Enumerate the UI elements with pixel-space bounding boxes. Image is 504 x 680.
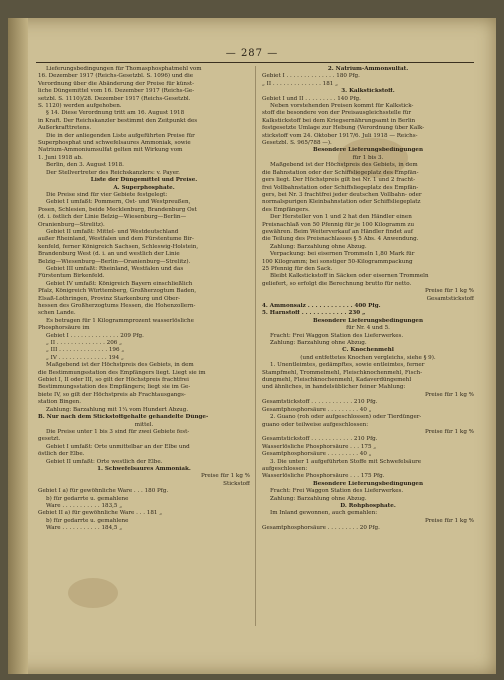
text-line: Elsaß-Lothringen, Provinz Starkenburg und Ober- (38, 295, 181, 302)
text-line: Der Hersteller von 1 und 2 hat den Händler einen (270, 214, 412, 221)
column-separator (255, 66, 256, 626)
text-line: Kalkstickstoff bei dem Kriegsernährungsamt in Berlin (262, 117, 416, 124)
text-line: Gesamtstickstoff . . . . . . . . . . . . 210 Pfg. (262, 399, 378, 406)
text-line: für 1 bis 3. (352, 154, 384, 161)
text-line: S. 1120) werden aufgehoben. (38, 103, 122, 110)
text-line: Oranienburg—Strelitz). (38, 221, 105, 228)
text-line: (d. i. östlich der Linie Belzig—Wiesenburg—Berlin— (38, 214, 187, 221)
text-line: „ III . . . . . . . . . . . . . . 196 „ (46, 347, 125, 354)
text-line: außer Rheinland, Westfalen und dem Fürstentume Bir- (38, 236, 194, 243)
text-line: Posen, Schlesien, beide Mecklenburg, Brandenburg Ost (38, 206, 197, 213)
text-line: Neben vorstehenden Preisen kommt für Kalkstick- (270, 103, 414, 110)
text-line: Preise für 1 kg % (424, 391, 474, 398)
text-line: Stickstoff (223, 480, 250, 487)
text-line: Brandenburg West (d. i. an und westlich der Linie (38, 251, 180, 258)
right-column (262, 66, 474, 533)
document-page (8, 18, 496, 674)
text-line: Gebiet I und II . . . . . . . . . 140 Pfg. (262, 95, 361, 102)
text-line: Stampfmehl, Trommelmehl, Fleischknochenmehl, Fisch- (262, 369, 423, 376)
text-line: Preise für 1 kg % (424, 428, 474, 435)
text-line: Fracht: Frei Waggon Station des Lieferwerkes. (270, 488, 404, 495)
text-line: des Empfängers. (262, 206, 310, 213)
text-line: Gebiet II a) für gewöhnliche Ware . . . 181 „ (38, 510, 163, 517)
text-line: Die Preise unter 1 bis 3 sind für zwei Gebiete fest- (46, 428, 190, 435)
text-line: Gesamtstickstoff (426, 295, 474, 302)
text-line: guano oder teilweise aufgeschlossen: (262, 421, 369, 428)
text-line: Pfalz, Königreich Württemberg, Großherzogtum Baden, (38, 288, 197, 295)
text-line: Gesetzbl. S. 965/788 —). (262, 140, 332, 147)
paper-stain (68, 578, 118, 608)
text-line: Die in der anliegenden Liste aufgeführten Preise für (46, 132, 195, 139)
text-line: Gebiet I umfaßt: Orte unmittelbar an der Elbe und (46, 443, 190, 450)
text-line: Berlin, den 3. August 1918. (46, 162, 124, 169)
text-line: östlich der Elbe. (38, 451, 85, 458)
text-line: Preisnachlaß von 50 Pfennig für je 100 Kilogramm zu (262, 221, 415, 228)
text-line: 4. Ammonsalz . . . . . . . . . . . . 400 Pfg. (262, 303, 381, 309)
text-line: Gesamtphosphorsäure . . . . . . . . . 20 Pfg. (262, 525, 380, 532)
text-line: station Bingen. (38, 399, 82, 406)
text-line: gewähren. Beim Weiterverkauf an Händler findet auf (262, 228, 413, 235)
text-line: schen Lande. (38, 310, 76, 317)
text-line: Besondere Lieferungsbedingungen (312, 317, 424, 324)
text-line: Lieferungsbedingungen für Thomasphosphatmehl vom (46, 66, 202, 72)
text-line: Außerkrafttretens. (38, 125, 92, 132)
text-line: Preise für 1 kg % (424, 517, 474, 524)
text-line: Besondere Lieferungsbedingungen (312, 480, 424, 487)
left-column (38, 66, 250, 533)
text-line: 2. Natrium-Ammonsulfat. (327, 66, 409, 72)
text-line: mittel. (134, 421, 154, 428)
text-line: Gebiet I . . . . . . . . . . . . . . 209 Pfg. (46, 332, 144, 339)
text-line: Bleibt Kalkstickstoff in Säcken oder eisernen Trommeln (270, 273, 429, 280)
text-line: Gebiet II umfaßt: Orte westlich der Elbe. (46, 458, 163, 465)
text-line: „ II . . . . . . . . . . . . . . 206 „ (46, 340, 123, 347)
text-line: Fürstentum Birkenfeld. (38, 273, 105, 280)
text-line: Gebiet II umfaßt: Mittel- und Westdeutschland (46, 228, 179, 235)
page-binding (8, 18, 28, 674)
text-line: Wasserlösliche Phosphorsäure . . . 175 „ (262, 443, 377, 450)
text-line: Im Inland gewonnen, auch gemahlen: (270, 510, 378, 517)
text-line: Preise für 1 kg % (424, 288, 474, 295)
text-line: 1. Schwefelsaures Ammoniak. (97, 465, 191, 472)
text-line: Der Stellvertreter des Reichskanzlers: v. Payer. (46, 169, 180, 176)
header-rule (36, 62, 474, 63)
text-line: setzbl. S. 1110)/28. Dezember 1917 (Reichs-Gesetzbl. (38, 95, 191, 102)
text-line: Preise für 1 kg % (200, 473, 250, 480)
text-line: normalspurigen Kleinbahnstation oder Schiffsliegeplatz (262, 199, 421, 206)
text-line: Belzig—Wiesenburg—Berlin—Oranienburg—Strelitz). (38, 258, 191, 265)
text-line: Bestimmungsstation des Empfängers; liegt sie im Ge- (38, 384, 191, 391)
text-line: „ II . . . . . . . . . . . . . . 181 „ (262, 80, 339, 87)
text-line: 16. Dezember 1917 (Reichs-Gesetzbl. S. 1096) und die (38, 73, 194, 80)
text-line: 3. Kalkstickstoff. (341, 88, 395, 95)
text-line: Gesamtphosphorsäure . . . . . . . . . 40 „ (262, 451, 372, 458)
text-line: Verordnung über die Abänderung der Preise für künst- (38, 80, 194, 87)
text-line: b) für gedarrte u. gemahlene (46, 495, 129, 502)
text-line: Wasserlösliche Phosphorsäure . . . 175 Pfg. (262, 473, 385, 480)
text-line: hessen des Großherzogtums Hessen, die Hohenzollern- (38, 303, 196, 309)
text-line: b) für gedarrte u. gemahlene (46, 517, 129, 524)
text-line: D. Rohphosphate. (340, 502, 396, 509)
text-line: Natrium-Ammoniumsulfat gelten mit Wirkung vom (38, 147, 183, 154)
text-line: für Nr. 4 und 5. (346, 325, 390, 332)
text-line: 2. Guano (roh oder aufgeschlossen) oder Tierdünger- (270, 414, 422, 421)
text-line: Verpackung: bei eisernen Trommeln 1,80 Mark für (270, 251, 415, 258)
text-line: Gebiet I umfaßt: Pommern, Ost- und Westpreußen, (46, 199, 191, 206)
text-line: die Bahnstation oder der Schiffsliegeplatz des Empfän- (262, 169, 419, 176)
text-line: in Kraft. Der Reichskanzler bestimmt den Zeitpunkt des (38, 117, 198, 124)
text-line: Ware . . . . . . . . . . . 184,5 „ (46, 525, 123, 532)
text-line: 5. Harnstoff . . . . . . . . . . . . 230 „ (262, 310, 366, 317)
text-line: Gesamtphosphorsäure . . . . . . . . . 40 „ (262, 406, 372, 413)
text-line: Zahlung: Barzahlung ohne Abzug. (270, 243, 367, 250)
text-line: Liste der Düngemittel und Preise. (90, 177, 198, 184)
text-line: (und entfettetes Knochen vergleichs, siehe § 9). (300, 354, 436, 361)
text-line: „ IV . . . . . . . . . . . . . . 194 „ (46, 354, 124, 361)
text-line: Gebiet III umfaßt: Rheinland, Westfalen und das (46, 265, 184, 272)
text-line: die Teilung des Preisnachlasses § 5 Abs. 4 Anwendung. (262, 236, 419, 243)
text-line: aufgeschlossen: (262, 465, 308, 472)
text-line: Zahlung: Barzahlung mit 1¼ vom Hundert Abzug. (46, 406, 189, 413)
text-line: Maßgebend ist der Höchstpreis des Gebiets, in dem (270, 162, 418, 169)
text-line: Zahlung: Barzahlung ohne Abzug. (270, 340, 367, 347)
text-line: dungmehl, Fleischknochenmehl, Kadaverdüngemehl (262, 377, 412, 384)
page-number: — 287 — (225, 48, 279, 59)
text-line: festgesetzte Umlage zur Hebung (Verordnung über Kalk- (262, 125, 425, 132)
text-line: 100 Kilogramm; bei sonstiger 50-Kilogrammpackung (262, 258, 413, 265)
text-line: die Bestimmungsstation des Empfängers liegt. Liegt sie im (38, 369, 206, 376)
text-line: Gebiet IV umfaßt: Königreich Bayern einschließlich (46, 280, 193, 287)
text-line: Ware . . . . . . . . . . . 183,5 „ (46, 502, 123, 509)
text-line: Es betragen für 1 Kilogrammprozent wasserlösliche (46, 317, 194, 324)
text-line: B. Nur nach dem Stickstoffgehalte gehandelte Dünge- (38, 414, 209, 421)
text-line: § 14. Diese Verordnung tritt am 16. August 1918 (46, 110, 185, 117)
text-line: stickstoff vom 24. Oktober 1917/6. Juli 1918 — Reichs- (262, 132, 418, 139)
text-line: Gebiet I . . . . . . . . . . . . . . 180 Pfg. (262, 73, 360, 80)
text-line: liche Düngemittel vom 16. Dezember 1917 (Reichs-Ge- (38, 88, 195, 95)
text-line: Zahlung: Barzahlung ohne Abzug. (270, 495, 367, 502)
text-line: gesetzt. (38, 436, 61, 443)
text-line: 1. Juni 1918 ab. (38, 154, 83, 161)
text-line: Superphosphat und schwefelsaures Ammoniak, sowie (38, 140, 191, 147)
text-line: biete IV, so gilt der Höchstpreis ab Frachtausgangs- (38, 391, 186, 398)
text-line: geliefert, so erfolgt die Berechnung brutto für netto. (262, 280, 412, 287)
text-line: Maßgebend ist der Höchstpreis des Gebiets, in dem (46, 362, 194, 369)
text-line: 3. Die unter 1 aufgeführten Stoffe mit Schwefelsäure (270, 458, 422, 465)
text-line: und ähnliches, in handelsüblicher feiner Mahlung: (262, 384, 406, 391)
text-line: Fracht: Frei Waggon Station des Lieferwerkes. (270, 332, 404, 339)
text-line: Die Preise sind für vier Gebiete festgelegt: (46, 191, 168, 198)
text-line: Besondere Lieferungsbedingungen (312, 147, 424, 154)
text-line: 25 Pfennig für den Sack. (262, 265, 333, 272)
text-line: C. Knochenmehl (342, 347, 394, 354)
text-line: stoff die besondere von der Preisausgleichsstelle für (262, 110, 412, 117)
text-line: Gesamtstickstoff . . . . . . . . . . . . 210 Pfg. (262, 436, 378, 443)
text-line: Gebiet I a) für gewöhnliche Ware . . . 180 Pfg. (38, 488, 169, 495)
text-line: Gebiet I, II oder III, so gilt der Höchstpreis frachtfrei (38, 377, 189, 384)
text-line: 1. Unentleimtes, gedämpftes, sowie entleimtes, ferner (270, 362, 425, 369)
text-line: Phosphorsäure im (38, 325, 90, 332)
text-line: kenfeld, ferner Königreich Sachsen, Schleswig-Holstein, (38, 243, 199, 250)
text-line: gers liegt. Der Höchstpreis gilt bei Nr. 1 und 2 fracht- (262, 177, 416, 184)
text-line: frei Vollbahnstation oder Schiffsliegeplatz des Empfän- (262, 184, 419, 191)
text-line: A. Superphosphate. (113, 184, 175, 191)
text-line: gers, bei Nr. 3 frachtfrei jeder deutschen Vollbahn- oder (262, 191, 422, 198)
